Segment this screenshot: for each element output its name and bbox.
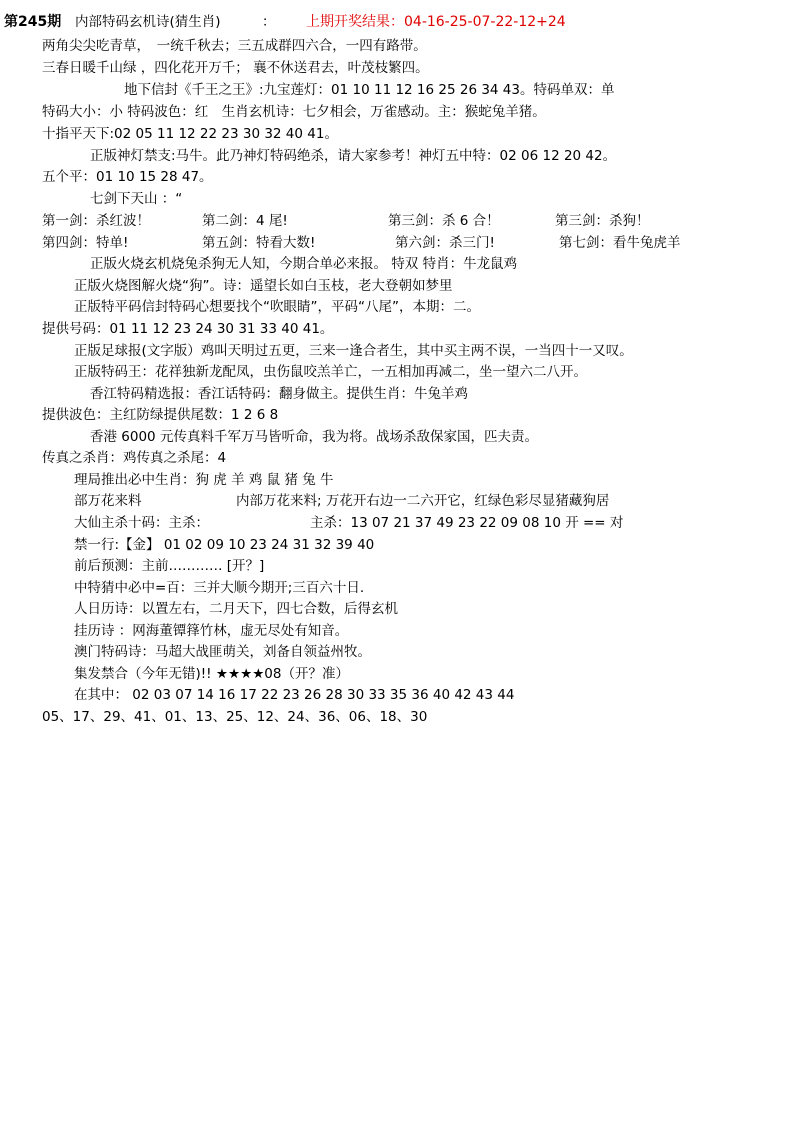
fire-burn-line xyxy=(0,253,793,275)
lantern-line xyxy=(0,79,793,101)
hang-calendar-line xyxy=(0,620,793,642)
sword-5: 第五剑：特看大数! xyxy=(202,235,316,251)
forecast-text: 前后预测：主前………… [开？] xyxy=(74,558,265,574)
guess-hundred-line xyxy=(0,577,793,599)
fire-burn-diagram-line xyxy=(0,275,793,297)
five-flat-text: 五个平：01 10 15 28 47。 xyxy=(42,169,213,185)
macau-poem-line xyxy=(0,641,793,663)
seven-swords-title: 七剑下天山 ：“ xyxy=(90,191,183,207)
forecast-line xyxy=(0,555,793,577)
letter-code-line xyxy=(0,296,793,318)
hk-select-text: 香江特码精选报：香江话特码：翻身做主。提供生肖：牛兔羊鸡 xyxy=(90,386,468,402)
daxian-label: 大仙主杀十码：主杀： xyxy=(74,515,209,531)
last-result: 上期开奖结果：04-16-25-07-22-12+24 xyxy=(306,14,566,30)
lantern-text: 地下信封《千王之王》:九宝莲灯：01 10 11 12 16 25 26 34 43。特码单双：单 xyxy=(124,82,615,98)
guess-hundred-text: 中特猜中必中=百：三并大顺今期开;三百六十日. xyxy=(74,580,365,596)
provide-color-text: 提供波色：主红防绿提供尾数：1 2 6 8 xyxy=(42,407,279,423)
five-flat-line xyxy=(0,166,793,188)
sword-4: 第四剑：特单! xyxy=(42,235,129,251)
poem-line-2-text: 三春日暖千山绿 ，四化花开万千； 襄不休送君去，叶茂枝繁四。 xyxy=(42,60,429,76)
issue-number: 第245期 xyxy=(4,14,62,30)
header-line xyxy=(0,11,793,33)
fire-burn-diagram-text: 正版火烧图解火烧“狗”。诗：遥望长如白玉枝，老大登朝如梦里 xyxy=(74,278,453,294)
sword-3b: 第三剑：杀狗！ xyxy=(555,213,650,229)
ten-fingers-line xyxy=(0,123,793,145)
bureau-line xyxy=(0,469,793,491)
sword-6: 第六剑：杀三门! xyxy=(395,235,495,251)
sword-1: 第一剑：杀红波！ xyxy=(42,213,150,229)
hk-6000-text: 香港 6000 元传真料千军万马皆听命，我为将。战场杀敌保家国，匹夫责。 xyxy=(90,429,538,445)
special-king-text: 正版特码王：花祥独新龙配凤，虫伤鼠咬羔羊亡，一五相加再减二，坐一望六二八开。 xyxy=(74,364,587,380)
swords-row-2 xyxy=(0,232,793,254)
heading-colon: ： xyxy=(262,14,276,30)
football-text: 正版足球报(文字版）鸡叫天明过五更，三来一逢合者生，其中买主两不误，一当四十一又叹。 xyxy=(74,343,633,359)
sword-3: 第三剑：杀 6 合！ xyxy=(388,213,500,229)
size-color-text: 特码大小：小 特码波色：红 生肖玄机诗：七夕相会，万雀感动。主：猴蛇兔羊猪。 xyxy=(42,104,546,120)
provide-color-line xyxy=(0,404,793,426)
daxian-line xyxy=(0,512,793,534)
fire-burn-text: 正版火烧玄机烧兔杀狗无人知，今期合单必来报。 特双 特肖：牛龙鼠鸡 xyxy=(90,256,518,272)
wanhua-line xyxy=(0,490,793,512)
gather-ban-text: 集发禁合（今年无错)!! ★★★★08（开？准） xyxy=(74,666,349,682)
in-it-line xyxy=(0,684,793,706)
special-king-line xyxy=(0,361,793,383)
gather-ban-line xyxy=(0,663,793,685)
wanhua-text: 内部万花来料; 万花开右边一二六开它，红绿色彩尽显猪藏狗居 xyxy=(236,493,610,509)
size-color-line xyxy=(0,101,793,123)
bottom-numbers-line xyxy=(0,706,793,728)
wanhua-label: 部万花来料 xyxy=(74,493,142,509)
banned-row-line xyxy=(0,534,793,556)
poem-line-1-text: 两角尖尖吃青草， 一统千秋去；三五成群四六合，一四有路带。 xyxy=(42,38,427,54)
provide-numbers-line xyxy=(0,318,793,340)
seven-swords-title-line xyxy=(0,188,793,210)
fax-kill-text: 传真之杀肖：鸡传真之杀尾：4 xyxy=(42,450,227,466)
banned-row-text: 禁一行:【金】 01 02 09 10 23 24 31 32 39 40 xyxy=(74,537,375,553)
bureau-text: 理局推出必中生肖：狗 虎 羊 鸡 鼠 猪 兔 牛 xyxy=(74,472,334,488)
ten-fingers-text: 十指平天下:02 05 11 12 22 23 30 32 40 41。 xyxy=(42,126,338,142)
sword-2: 第二剑：4 尾! xyxy=(202,213,288,229)
human-day-line xyxy=(0,598,793,620)
macau-poem-text: 澳门特码诗：马超大战匪萌关，刘备自领益州牧。 xyxy=(74,644,371,660)
swords-row-1 xyxy=(0,210,793,232)
heading-title: 内部特码玄机诗(猜生肖) xyxy=(75,14,221,30)
provide-numbers-text: 提供号码：01 11 12 23 24 30 31 33 40 41。 xyxy=(42,321,334,337)
sword-7: 第七剑：看牛兔虎羊 xyxy=(559,235,681,251)
letter-code-text: 正版特平码信封特码心想要找个“吹眼睛”，平码“八尾”，本期：二。 xyxy=(74,299,480,315)
hang-calendar-text: 挂历诗 ：网海董镡箨竹林，虚无尽处有知音。 xyxy=(74,623,349,639)
in-it-text: 在其中： 02 03 07 14 16 17 22 23 26 28 30 33 35 36 40 42 43 44 xyxy=(74,687,515,703)
human-day-text: 人日历诗：以置左右，二月天下，四七合数，后得玄机 xyxy=(74,601,398,617)
god-lamp-text: 正版神灯禁支:马牛。此乃神灯特码绝杀，请大家参考！神灯五中特：02 06 12 20 42。 xyxy=(90,148,617,164)
bottom-numbers-text: 05、17、29、41、01、13、25、12、24、36、06、18、30 xyxy=(42,709,428,725)
football-line xyxy=(0,340,793,362)
hk-select-line xyxy=(0,383,793,405)
daxian-numbers: 主杀：13 07 21 37 49 23 22 09 08 10 开 == 对 xyxy=(310,515,624,531)
poem-line-1 xyxy=(0,35,793,57)
hk-6000-line xyxy=(0,426,793,448)
fax-kill-line xyxy=(0,447,793,469)
god-lamp-line xyxy=(0,145,793,167)
poem-line-2 xyxy=(0,57,793,79)
